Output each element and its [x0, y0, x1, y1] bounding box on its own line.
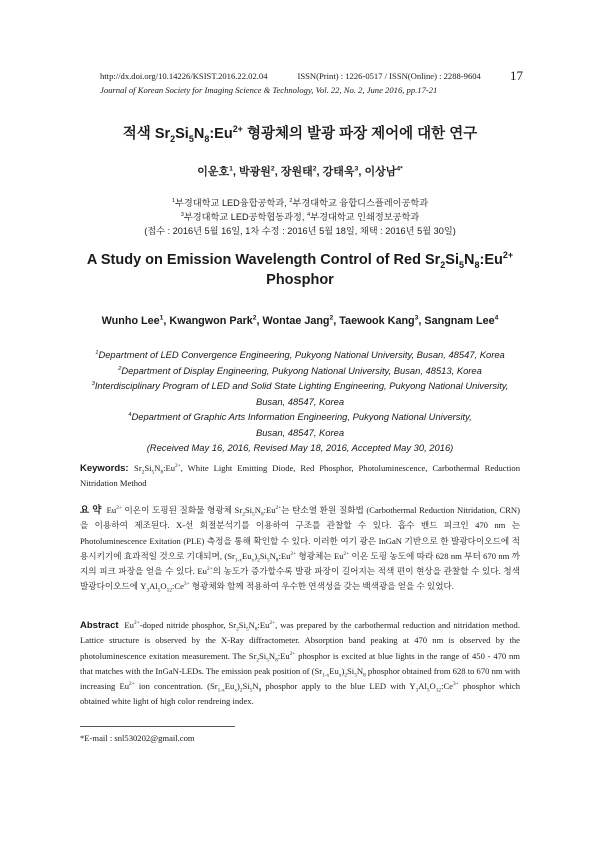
footnote-divider [80, 726, 235, 727]
english-received-dates: (Received May 16, 2016, Revised May 18, 2016, Accepted May 30, 2016) [146, 442, 454, 453]
english-affiliations [60, 347, 540, 456]
korean-affiliations-line-2: $^3$부경대학교 LED공학협동과정, $^4$부경대학교 인쇄정보공학과 [180, 211, 420, 222]
author: Sangnam Lee$^4$ [424, 314, 499, 327]
korean-authors [60, 163, 540, 179]
affiliation-line: $^1$Department of LED Convergence Engineering, Pukyong National University, Busan, 48547, Korea [95, 349, 505, 360]
author: Wunho Lee$^1$, [101, 314, 170, 327]
affiliation-line: Busan, 48547, Korea [255, 426, 345, 438]
header-doi-issn-line [100, 71, 520, 81]
author: 박광원$^2$, [239, 165, 281, 178]
author: Wontae Jang$^2$, [262, 314, 340, 327]
author: 강태욱$^3$, [322, 165, 365, 178]
affiliation-line: $^4$Department of Graphic Arts Information Engineering, Pukyong National University, [128, 411, 472, 422]
author: 이상남$^{4*}$ [364, 165, 403, 178]
affiliation-line: $^2$Department of Display Engineering, Pukyong National University, Busan, 48513, Korea [118, 364, 482, 376]
english-title: A Study on Emission Wavelength Control of Red $Sr_2Si_5N_8:Eu^{2+}$ Phosphor [86, 250, 514, 288]
korean-title: 적색 $Sr_2Si_5N_8:Eu^{2+}$ 형광체의 발광 파장 제어에 대한 연구 [122, 124, 478, 144]
page-number: 17 [510, 68, 523, 83]
author: 이운호$^1$, [197, 165, 240, 178]
issn-text: ISSN(Print) : 1226-0517 / ISSN(Online) : 2288-9604 [297, 71, 481, 81]
affiliation-line: Busan, 48547, Korea [255, 395, 345, 407]
korean-affiliations-line-1: $^1$부경대학교 LED융합공학과, $^2$부경대학교 융합디스플레이공학과 [171, 197, 429, 208]
korean-abstract-label: 요 약 [80, 505, 102, 516]
author: Kwangwon Park$^2$, [169, 314, 263, 327]
keywords: Keywords: $Sr_2Si_5N_8:Eu^{2+}$, White Light Emitting Diode, Red Phosphor, Photoluminescence, Carbothermal Reduction Nitridation Method [80, 463, 520, 489]
english-authors [60, 315, 540, 327]
korean-received-dates: (접수 : 2016년 5월 16일, 1차 수정 : 2016년 5월 18일, 채택 : 2016년 5월 30일) [144, 226, 456, 236]
affiliation-line: $^3$Interdisciplinary Program of LED and Solid State Lighting Engineering, Pukyong National University, [91, 380, 509, 391]
author: Taewook Kang$^3$, [339, 314, 425, 327]
journal-citation: Journal of Korean Society for Imaging Science & Technology, Vol. 22, No. 2, June 2016, pp.17-21 [100, 85, 438, 95]
doi-link[interactable]: http://dx.doi.org/10.14226/KSIST.2016.22.02.04 [100, 71, 268, 81]
author: 장원태$^2$, [280, 165, 323, 178]
korean-abstract: 요 약 $Eu^{2+}$ 이온이 도핑된 질화물 형광체 $Sr_2Si_5N_8:Eu^{2+}$는 탄소열 환원 질화법 (Carbothermal Reduction Nitridation, CRN)을 이용하여 제조된다. X-선 회절분석기를 이용하여 구조를 관찰할 수 있다. 흡수 밴드 피크인 470 nm 는 Photoluminescence Exitation (PLE) 측정을 통해 확인할 수 있다. 이러한 여기 광은 InGaN 기반으로 한 발광다이오드에 적용시키기에 효과적일 것으로 기대되며, $(Sr_{1-x}Eu_x)_2Si_5N_8:Eu^{2+}$ 형광체는 $Eu^{2+}$ 이온 도핑 농도에 따라 628 nm 부터 670 nm 까지의 피크 파장을 얻을 수 있다. $Eu^{2+}$의 농도가 증가할수록 발광 파장이 길어지는 적색 편이 현상을 관찰할 수 있다. 청색 발광다이오드에 $Y_3Al_5O_{12}:Ce^{3+}$ 형광체와 함께 적용하여 우수한 연색성을 갖는 백색광을 얻을 수 있었다. [80, 505, 520, 595]
footnote-email: *E-mail : snl530202@gmail.com [80, 733, 195, 743]
english-abstract-label: Abstract [80, 620, 119, 631]
keywords-label: Keywords: [80, 463, 135, 474]
english-abstract: Abstract $Eu^{2+}$-doped nitride phosphor, $Sr_2Si_5N_8:Eu^{2+}$, was prepared by the carbothermal reduction and nitridation method. Lattice structure is observed by the X-Ray diffractometer. Absorption band peaking at 470 nm is observed by the photoluminescence exitation measurement. The $Sr_2Si_5N_8:Eu^{2+}$ phosphor is excited at blue lights in the range of 450 - 470 nm that matches with the InGaN-LEDs. The emission peak position of $(Sr_{1-x}Eu_x)_2Si_5N_8$ phosphor obtained from 628 to 670 nm with increasing $Eu^{2+}$ ion concentration. $(Sr_{1-x}Eu_x)_2Si_5N_8$ phosphor apply to the blue LED with $Y_3Al_5O_{12}:Ce^{3+}$ phosphor which obtained white light of high color rendreing index. [80, 620, 521, 707]
